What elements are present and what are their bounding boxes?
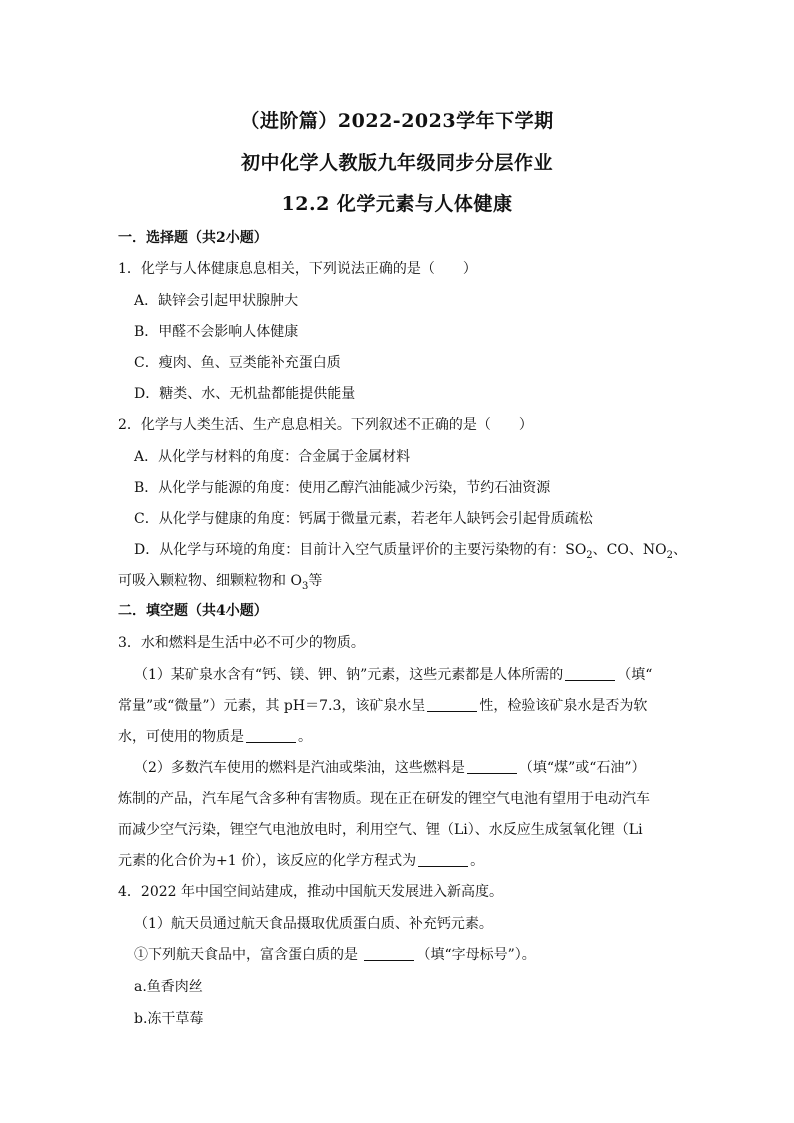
answer-blank[interactable]: [427, 697, 477, 712]
question-3-part-2-line-1: [134, 758, 646, 778]
section-title-fill: 二．填空题（共4小题）: [118, 603, 268, 619]
question-3-part-1-line-1: [134, 665, 652, 685]
section-title-choice: 一．选择题（共2小题）: [118, 230, 268, 246]
question-3-text: （填“煤”或“石油”）: [518, 760, 646, 776]
question-3-text: 性，检验该矿泉水是否为软: [479, 698, 648, 714]
question-2-option-d-text: 、CO、NO: [592, 542, 667, 558]
question-1-option-d: D．糖类、水、无机盐都能提供能量: [134, 386, 356, 402]
question-2-option-c: C．从化学与健康的角度：钙属于微量元素，若老年人缺钙会引起骨质疏松: [134, 511, 593, 527]
subscript: 2: [586, 549, 593, 561]
question-2-stem: 2．化学与人类生活、生产息息相关。下列叙述不正确的是（ ）: [118, 417, 533, 433]
question-2-option-d: [134, 540, 687, 566]
document-title-line-1: （进阶篇）2022-2023学年下学期: [240, 110, 554, 132]
question-2-option-a: A．从化学与材料的角度：合金属于金属材料: [134, 449, 411, 465]
question-1-option-a: A．缺锌会引起甲状腺肿大: [134, 293, 299, 309]
subscript: 2: [666, 549, 673, 561]
question-3-part-2-line-3: 而减少空气污染，锂空气电池放电时，利用空气、锂（Li）、水反应生成氢氧化锂（Li: [118, 822, 643, 838]
question-3-text: 常量”或“微量”）元素，其 pH＝7.3，该矿泉水呈: [118, 698, 426, 714]
question-3-part-2-line-2: 炼制的产品，汽车尾气含多种有害物质。现在正在研发的锂空气电池有望用于电动汽车: [118, 791, 650, 807]
question-2-option-d-text: 、: [672, 542, 687, 558]
question-3-part-1-line-3: [118, 727, 312, 747]
subscript: 3: [301, 580, 309, 592]
question-4-stem: 4．2022 年中国空间站建成，推动中国航天发展进入新高度。: [118, 884, 503, 900]
answer-blank[interactable]: [418, 852, 468, 867]
question-2-option-d-continued: [118, 571, 322, 597]
question-3-part-1-line-2: [118, 696, 647, 716]
question-3-text: （1）某矿泉水含有“钙、镁、钾、钠”元素，这些元素都是人体所需的: [134, 667, 564, 683]
question-2-option-b: B．从化学与能源的角度：使用乙醇汽油能减少污染，节约石油资源: [134, 480, 551, 496]
answer-blank[interactable]: [364, 946, 414, 961]
answer-blank[interactable]: [246, 728, 296, 743]
question-2-option-d-text: 等: [308, 573, 323, 589]
question-2-option-d-text: D．从化学与环境的角度：目前计入空气质量评价的主要污染物的有：SO: [134, 542, 587, 558]
question-4-text: （填“字母标号”）。: [416, 947, 536, 963]
question-3-text: （2）多数汽车使用的燃料是汽油或柴油，这些燃料是: [134, 760, 465, 776]
question-3-part-2-line-4: [118, 851, 484, 871]
answer-blank[interactable]: [565, 666, 615, 681]
answer-blank[interactable]: [467, 759, 517, 774]
question-3-stem: 3．水和燃料是生活中必不可少的物质。: [118, 635, 365, 651]
question-3-text: 。: [298, 729, 312, 745]
question-4-part-1: （1）航天员通过航天食品摄取优质蛋白质、补充钙元素。: [134, 916, 493, 932]
question-4-option-b: b.冻干草莓: [134, 1011, 204, 1027]
question-3-text: （填“: [617, 667, 653, 683]
question-3-text: 水，可使用的物质是: [118, 729, 244, 745]
question-1-option-b: B．甲醛不会影响人体健康: [134, 324, 299, 340]
question-3-text: 。: [470, 853, 485, 869]
document-title-line-3: 12.2 化学元素与人体健康: [281, 193, 513, 215]
question-4-text: ①下列航天食品中，富含蛋白质的是: [134, 947, 358, 963]
question-2-option-d-text: 可吸入颗粒物、细颗粒物和 O: [118, 573, 302, 589]
question-4-sub-1: [134, 945, 536, 965]
question-3-text: 元素的化合价为+1 价），该反应的化学方程式为: [118, 853, 417, 869]
question-1-option-c: C．瘦肉、鱼、豆类能补充蛋白质: [134, 355, 341, 371]
document-title-line-2: 初中化学人教版九年级同步分层作业: [240, 152, 553, 174]
question-4-option-a: a.鱼香肉丝: [134, 979, 203, 995]
question-1-stem: 1．化学与人体健康息息相关，下列说法正确的是（ ）: [118, 261, 477, 277]
